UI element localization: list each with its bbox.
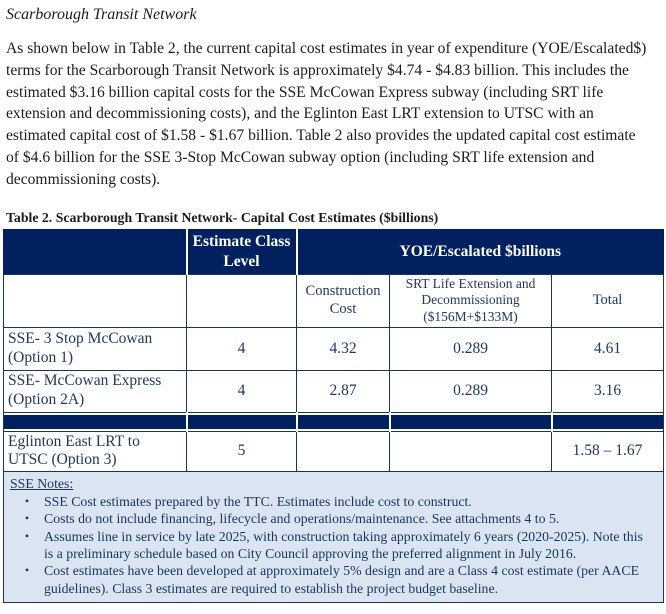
subheader-total: Total (552, 274, 664, 327)
bullet-marker-icon: • (24, 563, 30, 578)
note-text: Costs do not include financing, lifecycle and operations/maintenance. See attachments 4 to 5. (44, 511, 560, 527)
row-label: SSE- 3 Stop McCowan (Option 1) (4, 327, 187, 370)
table-header-row-1 (4, 229, 664, 274)
total-value: 3.16 (552, 370, 664, 412)
separator-cell (552, 412, 664, 431)
estimate-class-value: 5 (187, 431, 297, 472)
table-notes-row (4, 472, 664, 603)
note-item (10, 510, 657, 527)
subheader-srt-life-extension: SRT Life Extension and Decommissioning ($156M+$133M) (390, 274, 552, 327)
estimate-class-value: 4 (187, 327, 297, 370)
note-item (10, 528, 657, 563)
header-estimate-class-level: Estimate Class Level (187, 229, 297, 274)
note-text: Cost estimates have been developed at approximately 5% design and are a Class 4 cost estimate (per AACE guidelines). Class 3 estimates are required to establish the project budget baseline. (44, 563, 640, 596)
header-blank-cell (4, 229, 187, 274)
note-item (10, 493, 657, 510)
bullet-marker-icon: • (24, 493, 30, 508)
total-value: 1.58 – 1.67 (552, 431, 664, 472)
table-caption: Table 2. Scarborough Transit Network- Capital Cost Estimates ($billions) (6, 209, 439, 225)
construction-cost-value: 4.32 (297, 327, 390, 370)
bullet-marker-icon: • (24, 528, 30, 543)
note-text: SSE Cost estimates prepared by the TTC. Estimates include cost to construct. (44, 493, 472, 509)
total-value: 4.61 (552, 327, 664, 370)
separator-cell (4, 412, 187, 431)
body-paragraph: As shown below in Table 2, the current capital cost estimates in year of expenditure (YOE/Escalated$) terms for the Scarborough Transit Network is approximately $4.74 - $4.83 billion. This includes the estimated $3.16 billion capital costs for the SSE McCowan Express subway (including SRT life extension and decommissioning costs), and the Eglinton East LRT extension to UTSC with an estimated capital cost of $1.58 - $1.67 billion. Table 2 also provides the updated capital cost estimate of $4.6 billion for the SSE 3-Stop McCowan subway option (including SRT life extension and decommissioning costs). (6, 40, 647, 188)
table-row-eglinton-east-lrt (4, 431, 664, 472)
estimate-class-value: 4 (187, 370, 297, 412)
subheader-construction-cost: Construction Cost (297, 274, 390, 327)
notes-cell (4, 472, 664, 603)
separator-cell (297, 412, 390, 431)
note-text: Assumes line in service by late 2025, with construction taking approximately 6 years (2020-2025). Note this is a preliminary schedule based on City Council approving the preferred alignment in July 2016. (44, 528, 643, 562)
table-row-sse-3-stop (4, 327, 664, 370)
row-label: Eglinton East LRT to UTSC (Option 3) (4, 431, 187, 472)
subheader-blank-cell-1 (4, 274, 187, 327)
row-label: SSE- McCowan Express (Option 2A) (4, 370, 187, 412)
srt-value: 0.289 (390, 327, 552, 370)
bullet-marker-icon: • (24, 511, 30, 526)
capital-cost-table (3, 229, 664, 604)
srt-value: 0.289 (390, 370, 552, 412)
table-header-row-2 (4, 274, 664, 327)
document-title: Scarborough Transit Network (6, 6, 197, 23)
separator-cell (390, 412, 552, 431)
srt-value (390, 431, 552, 472)
table-separator-row (4, 412, 664, 431)
table-row-sse-mccowan-express (4, 370, 664, 412)
header-yoe-escalated: YOE/Escalated $billions (297, 229, 664, 274)
separator-cell (187, 412, 297, 431)
note-item (10, 562, 657, 597)
notes-heading: SSE Notes: (10, 476, 74, 492)
subheader-blank-cell-2 (187, 274, 297, 327)
construction-cost-value: 2.87 (297, 370, 390, 412)
construction-cost-value (297, 431, 390, 472)
